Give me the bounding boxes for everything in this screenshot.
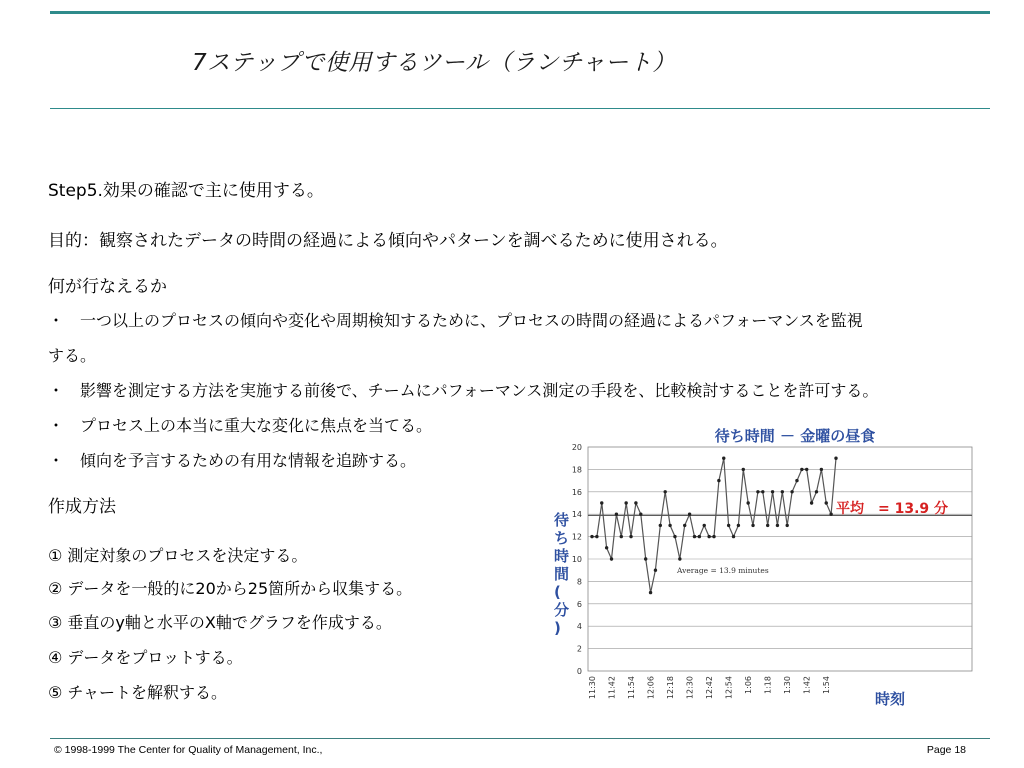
data-point [829, 513, 832, 516]
x-tick-label: 12:30 [685, 676, 695, 700]
page-title: 7ステップで使用するツール（ランチャート） [192, 50, 676, 76]
x-tick-label: 12:06 [646, 676, 656, 700]
x-tick-label: 12:42 [705, 676, 715, 700]
data-point [590, 535, 593, 538]
data-point [751, 524, 754, 527]
y-tick-label: 20 [571, 443, 582, 452]
x-tick-label: 11:30 [588, 676, 597, 700]
purpose-line: 目的：観察されたデータの時間の経過による傾向やパターンを調べるために使用される。 [48, 231, 728, 251]
data-point [810, 501, 813, 504]
data-point [707, 535, 710, 538]
step-item-3: ③ 垂直のy軸と水平のX軸でグラフを作成する。 [48, 613, 392, 632]
data-point [673, 535, 676, 538]
y-tick-label: 6 [576, 599, 582, 609]
data-point [629, 535, 632, 538]
data-point [668, 524, 671, 527]
x-tick-label: 1:42 [802, 676, 812, 694]
step-item-2: ② データを一般的に20から25箇所から収集する。 [48, 579, 413, 598]
data-point [825, 501, 828, 504]
step-item-4: ④ データをプロットする。 [48, 648, 243, 667]
data-point [771, 490, 774, 493]
x-tick-label: 11:54 [627, 676, 637, 700]
data-point [693, 535, 696, 538]
data-point [795, 479, 798, 482]
data-point [703, 524, 706, 527]
data-point [766, 524, 769, 527]
run-chart [540, 420, 990, 710]
data-point [761, 490, 764, 493]
bullet-2: ・ 影響を測定する方法を実施する前後で、チームにパフォーマンス測定の手段を、比較検討することを許可する。 [48, 381, 879, 400]
x-tick-label: 11:42 [607, 676, 617, 700]
data-point [742, 468, 745, 471]
bullet-3: ・ プロセス上の本当に重大な変化に焦点を当てる。 [48, 416, 433, 435]
data-point [717, 479, 720, 482]
data-point [644, 557, 647, 560]
x-tick-label: 1:06 [744, 676, 754, 694]
bullet-1-cont: する。 [48, 346, 97, 365]
data-point [620, 535, 623, 538]
bullet-4: ・ 傾向を予言するための有用な情報を追跡する。 [48, 451, 417, 470]
y-tick-label: 16 [571, 487, 582, 497]
x-tick-label: 1:54 [822, 676, 832, 694]
y-tick-label: 10 [571, 555, 582, 564]
footer-rule [50, 738, 990, 739]
average-note: Average = 13.9 minutes [677, 566, 769, 575]
data-point [678, 557, 681, 560]
data-point [722, 457, 725, 460]
heading-how-to: 作成方法 [48, 497, 116, 517]
heading-what-can-do: 何が行なえるか [48, 277, 167, 297]
data-point [820, 468, 823, 471]
chart-title: 待ち時間 － 金曜の昼食 [714, 427, 876, 445]
x-tick-label: 1:18 [763, 676, 773, 694]
data-point [659, 524, 662, 527]
y-tick-label: 2 [576, 644, 582, 654]
y-tick-label: 4 [576, 622, 582, 632]
y-tick-label: 8 [576, 577, 582, 587]
title-underline [50, 108, 990, 109]
data-point [698, 535, 701, 538]
data-point [605, 546, 608, 549]
data-point [790, 490, 793, 493]
y-tick-labels [572, 443, 582, 676]
data-point [786, 524, 789, 527]
x-tick-label: 12:54 [724, 676, 734, 700]
step-item-1: ① 測定対象のプロセスを決定する。 [48, 546, 308, 565]
x-tick-label: 12:18 [666, 676, 676, 700]
bullet-1: ・ 一つ以上のプロセスの傾向や変化や周期検知するために、プロセスの時間の経過によるパフォーマンスを監視 [48, 311, 863, 330]
data-point [664, 490, 667, 493]
data-point [800, 468, 803, 471]
data-point [639, 513, 642, 516]
data-point [737, 524, 740, 527]
data-point [815, 490, 818, 493]
data-point [683, 524, 686, 527]
data-point [756, 490, 759, 493]
data-point [805, 468, 808, 471]
data-point [732, 535, 735, 538]
data-point [727, 524, 730, 527]
top-rule [50, 11, 990, 14]
data-point [624, 501, 627, 504]
data-point [610, 557, 613, 560]
data-point [654, 569, 657, 572]
data-point [595, 535, 598, 538]
data-point [615, 513, 618, 516]
footer-page-number: Page 18 [926, 744, 966, 756]
average-label: 平均 = 13.9 分 [836, 501, 949, 518]
data-point [834, 457, 837, 460]
data-point [781, 490, 784, 493]
y-tick-label: 14 [571, 510, 582, 520]
footer-copyright: © 1998-1999 The Center for Quality of Management, Inc., [54, 744, 323, 756]
y-tick-label: 12 [571, 532, 582, 542]
x-axis-label: 時刻 [875, 690, 906, 708]
data-point [600, 501, 603, 504]
step-line: Step5.効果の確認で主に使用する。 [48, 181, 324, 201]
x-tick-label: 1:30 [783, 676, 793, 694]
data-point [688, 513, 691, 516]
data-point [746, 501, 749, 504]
y-tick-label: 18 [571, 465, 582, 475]
y-tick-label: 0 [576, 667, 582, 676]
x-tick-labels [588, 676, 831, 699]
data-point [649, 591, 652, 594]
data-point [776, 524, 779, 527]
y-axis-label: 待ち時間(分) [554, 511, 570, 637]
data-point [634, 501, 637, 504]
step-item-5: ⑤ チャートを解釈する。 [48, 683, 227, 702]
data-point [712, 535, 715, 538]
